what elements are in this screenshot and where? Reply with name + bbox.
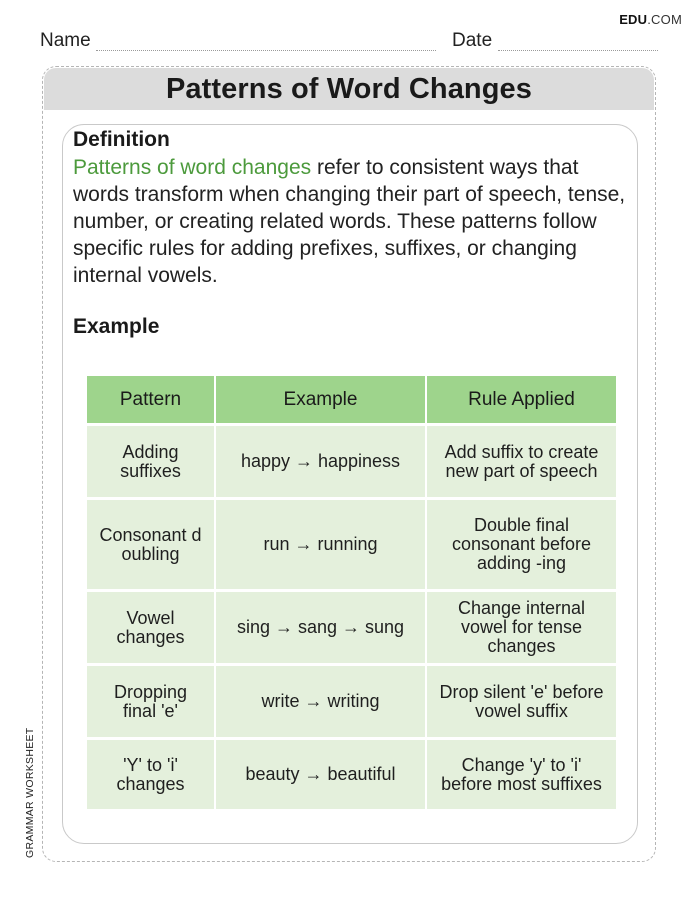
- table-row: [87, 425, 616, 499]
- page-title: Patterns of Word Changes: [165, 72, 533, 105]
- name-date-row: [40, 30, 658, 56]
- name-line[interactable]: [96, 50, 436, 51]
- table-row: [87, 665, 616, 739]
- date-label: Date: [452, 30, 493, 51]
- column-header-rule: Rule Applied: [426, 376, 616, 425]
- definition-body: refer to consistent ways that words transform when changing their part of speech, tense, number, or creating related words. These patterns follow specific rules for adding prefixes, suffixes, or changing internal vowels.: [73, 156, 626, 287]
- pattern-cell: Dropping final 'e': [87, 665, 215, 739]
- rule-cell: Change internal vowel for tense changes: [426, 591, 616, 665]
- table-row: [87, 499, 616, 591]
- example-cell: sing → sang → sung: [215, 591, 426, 665]
- definition-text: [73, 154, 633, 289]
- example-cell: write → writing: [215, 665, 426, 739]
- table-header-row: [87, 376, 616, 425]
- pattern-cell: 'Y' to 'i' changes: [87, 739, 215, 811]
- table-row: [87, 591, 616, 665]
- rule-cell: Double final consonant before adding -ing: [426, 499, 616, 591]
- pattern-cell: Consonant doubling: [87, 499, 215, 591]
- example-cell: beauty → beautiful: [215, 739, 426, 811]
- definition-section: [73, 128, 633, 339]
- definition-term: Patterns of word changes: [73, 156, 312, 179]
- example-cell: happy → happiness: [215, 425, 426, 499]
- pattern-cell: Adding suffixes: [87, 425, 215, 499]
- table-row: [87, 739, 616, 811]
- brand-logo: [619, 12, 682, 27]
- column-header-pattern: Pattern: [87, 376, 215, 425]
- column-header-example: Example: [215, 376, 426, 425]
- brand-logo-part2: .COM: [647, 12, 682, 27]
- patterns-table: [87, 376, 616, 812]
- title-bar: [44, 68, 654, 110]
- side-label: GRAMMAR WORKSHEET: [24, 727, 36, 858]
- pattern-cell: Vowel changes: [87, 591, 215, 665]
- rule-cell: Change 'y' to 'i' before most suffixes: [426, 739, 616, 811]
- rule-cell: Add suffix to create new part of speech: [426, 425, 616, 499]
- definition-heading: Definition: [73, 128, 170, 151]
- date-line[interactable]: [498, 50, 658, 51]
- brand-logo-part1: EDU: [619, 12, 648, 27]
- rule-cell: Drop silent 'e' before vowel suffix: [426, 665, 616, 739]
- example-heading: Example: [73, 315, 160, 338]
- example-cell: run → running: [215, 499, 426, 591]
- name-label: Name: [40, 30, 91, 51]
